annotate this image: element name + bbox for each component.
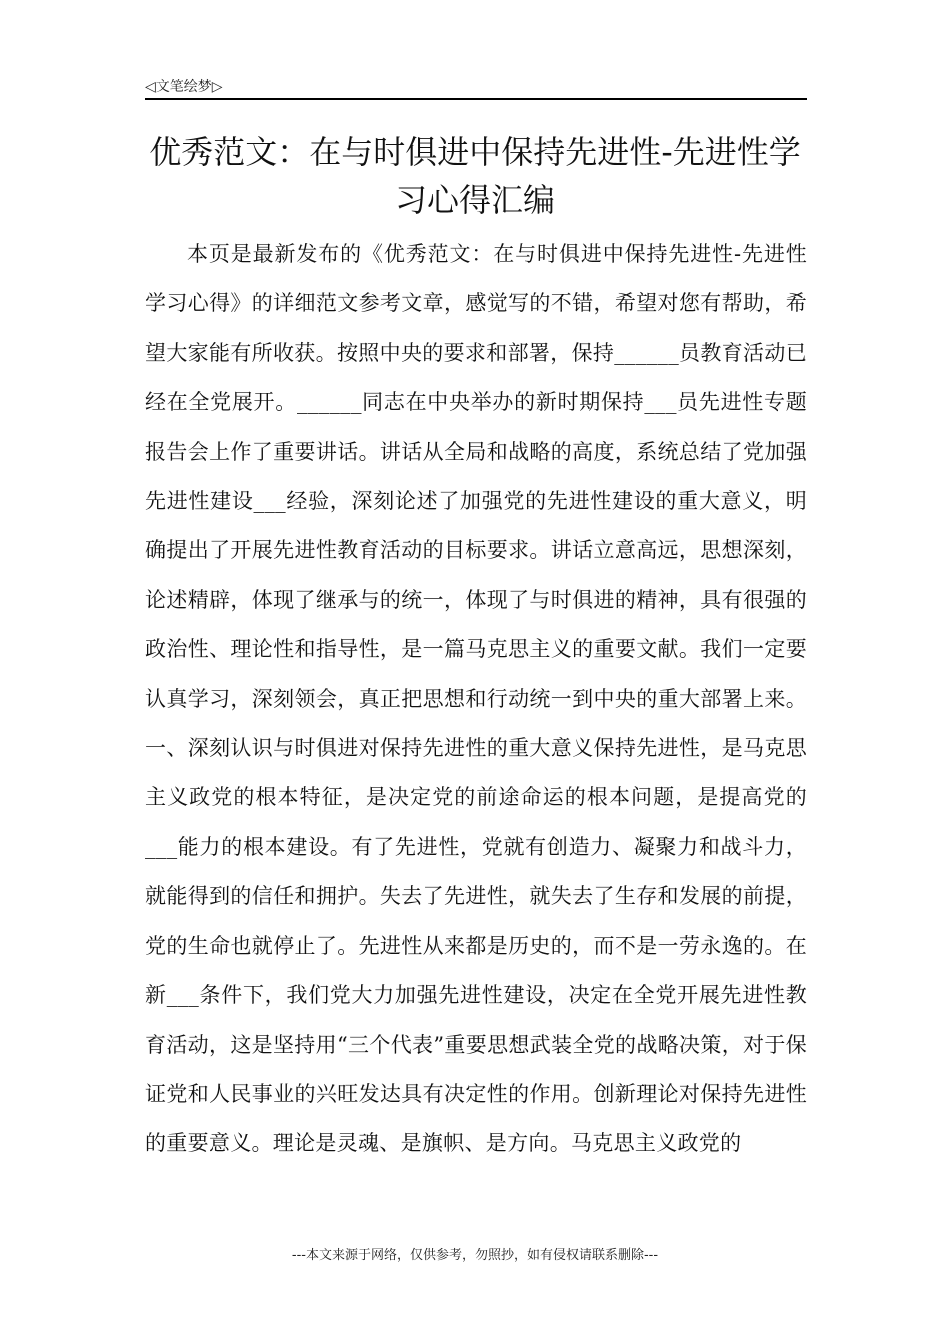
document-body: 本页是最新发布的《优秀范文：在与时俱进中保持先进性-先进性学习心得》的详细范文参考文章，感觉写的不错，希望对您有帮助，希望大家能有所收获。按照中央的要求和部署，保持______员教育活动已经在全党展开。______同志在中央举办的新时期保持___员先进性专题报告会上作了重要讲话。讲话从全局和战略的高度，系统总结了党加强先进性建设___经验，深刻论述了加强党的先进性建设的重大意义，明确提出了开展先进性教育活动的目标要求。讲话立意高远，思想深刻，论述精辟，体现了继承与的统一，体现了与时俱进的精神，具有很强的政治性、理论性和指导性，是一篇马克思主义的重要文献。我们一定要认真学习，深刻领会，真正把思想和行动统一到中央的重大部署上来。一、深刻认识与时俱进对保持先进性的重大意义保持先进性，是马克思主义政党的根本特征，是决定党的前途命运的根本问题，是提高党的___能力的根本建设。有了先进性，党就有创造力、凝聚力和战斗力，就能得到的信任和拥护。失去了先进性，就失去了生存和发展的前提，党的生命也就停止了。先进性从来都是历史的，而不是一劳永逸的。在新___条件下，我们党大力加强先进性建设，决定在全党开展先进性教育活动，这是坚持用“三个代表”重要思想武装全党的战略决策，对于保证党和人民事业的兴旺发达具有决定性的作用。创新理论对保持先进性的重要意义。理论是灵魂、是旗帜、是方向。马克思主义政党的 (145, 242, 807, 1156)
header-brand: ◁文笔绘梦▷ (145, 79, 223, 95)
document-title: 优秀范文：在与时俱进中保持先进性-先进性学习心得汇编 (149, 133, 801, 219)
page-header (145, 72, 807, 100)
page-footer: ---本文来源于网络，仅供参考，勿照抄，如有侵权请联系删除--- (291, 1248, 659, 1263)
